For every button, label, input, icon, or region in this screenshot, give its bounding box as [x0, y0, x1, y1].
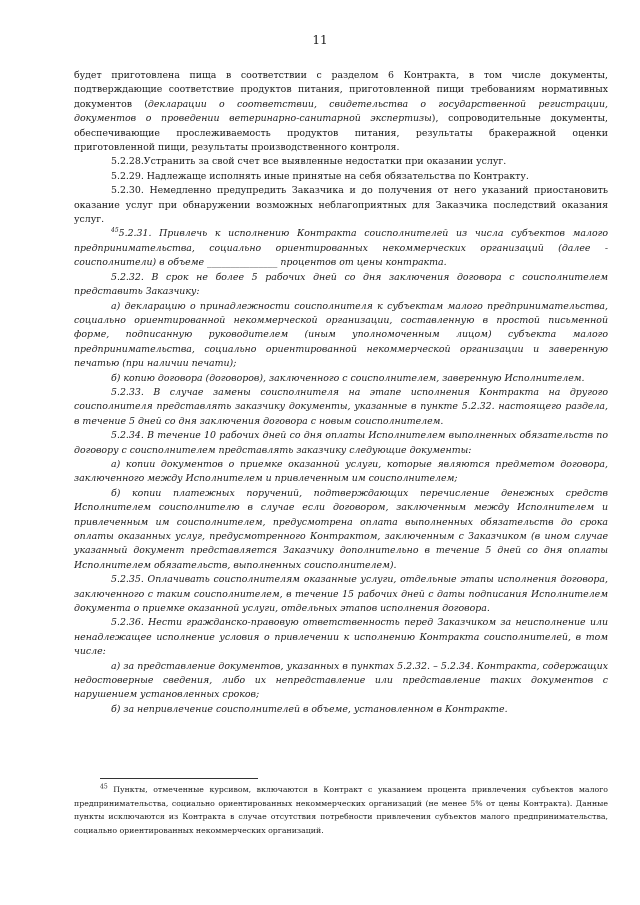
clause-5-2-36-b: б) за непривлечение соисполнителей в объеме, установленном в Контракте. [111, 703, 508, 715]
clause-5-2-33: 5.2.33. В случае замены соисполнителя на этапе исполнения Контракта на другого соисполнителя представлять заказчику документы, указанные в пункте 5.2.32. настоящего раздела, в течение 5 дней со дня заключения договора с новым соисполнителем. [74, 386, 608, 427]
clause-5-2-29: 5.2.29. Надлежаще исполнять иные принятые на себя обязательства по Контракту. [111, 170, 529, 182]
page-number: 11 [312, 33, 328, 47]
clause-5-2-32-b: б) копию договора (договоров), заключенного с соисполнителем, заверенную Исполнителем. [111, 372, 585, 384]
footnote-number: 45 [100, 783, 108, 791]
clause-5-2-30: 5.2.30. Немедленно предупредить Заказчика и до получения от него указаний приостановить оказание услуг при обнаружении возможных неблагоприятных для Заказчика последствий оказания услуг. [74, 185, 608, 226]
paragraph-food-documents: будет приготовлена пища в соответствии с разделом 6 Контракта, в том числе документы, подтверждающие соответствие продуктов питания, приготовленной пищи требованиям нормативных документов (декларации о соответствии, свидетельства о государственной регистрации, документов о проведении ветеринарно-санитарной экспертизы), сопроводительные документы, обеспечивающие прослеживаемость продуктов питания, результаты бракеражной оценки приготовленной пищи, результаты производственного контроля. [74, 70, 609, 154]
document-body [74, 69, 608, 717]
footnote-ref: 45 [111, 227, 119, 235]
clause-5-2-36-a: а) за представление документов, указанных в пунктах 5.2.32. – 5.2.34. Контракта, содержащих недостоверные сведения, либо их непредставление или представление таких документов с нарушением установленных сроков; [74, 660, 608, 701]
footnote-text: Пункты, отмеченные курсивом, включаются в Контракт с указанием процента привлечения субъектов малого предпринимательства, социально ориентированных некоммерческих организаций (не менее 5% от цены Контракта). Данные пункты исключаются из Контракта в случае отсутствия потребности привлечения субъектов малого предпринимательства, социально ориентированных некоммерческих организаций. [74, 785, 608, 835]
clause-5-2-32-a: а) декларацию о принадлежности соисполнителя к субъектам малого предпринимательства, социально ориентированной некоммерческой организации, составленную в простой письменной форме, подписанную руководителем (иным уполномоченным лицом) субъекта малого предпринимательства, социально ориентированной некоммерческой организации и заверенную печатью (при наличии печати); [74, 300, 608, 370]
clause-5-2-32: 5.2.32. В срок не более 5 рабочих дней со дня заключения договора с соисполнителем представить Заказчику: [74, 271, 608, 298]
footnote-separator [100, 778, 258, 779]
italic-insert: декларации о соответствии, свидетельства о государственной регистрации, документов о проведении ветеринарно-санитарной экспертизы [74, 98, 608, 125]
clause-5-2-31: $^{45}$5.2.31. Привлечь к исполнению Контракта соисполнителей из числа субъектов малого предпринимательства, социально ориентированных некоммерческих организаций (далее - соисполнители) в объеме _______________ процентов от цены контракта. [74, 227, 608, 269]
clause-5-2-34-a: а) копии документов о приемке оказанной услуги, которые являются предметом договора, заключенного между Исполнителем и привлеченным им соисполнителем; [74, 458, 608, 485]
footnote [74, 783, 608, 837]
clause-5-2-34-b: б) копии платежных поручений, подтверждающих перечисление денежных средств Исполнителем соисполнителю в случае если договором, заключенным между Исполнителем и привлеченным им соисполнителем, предусмотрена оплата выполненных обязательств до срока оплаты оказанных услуг, предусмотренного Контрактом, заключенным с Заказчиком (в ином случае указанный документ представляется Заказчику дополнительно в течение 5 дней со дня оплаты Исполнителем обязательств, выполненных соисполнителем). [74, 487, 608, 571]
clause-5-2-35: 5.2.35. Оплачивать соисполнителям оказанные услуги, отдельные этапы исполнения договора, заключенного с таким соисполнителем, в течение 15 рабочих дней с даты подписания Исполнителем документа о приемке оказанной услуги, отдельных этапов исполнения договора. [74, 574, 608, 615]
clause-5-2-34: 5.2.34. В течение 10 рабочих дней со дня оплаты Исполнителем выполненных обязательств по договору с соисполнителем представлять заказчику следующие документы: [74, 430, 608, 456]
clause-5-2-36: 5.2.36. Нести гражданско-правовую ответственность перед Заказчиком за неисполнение или ненадлежащее исполнение условия о привлечении к исполнению Контракта соисполнителей, в том числе: [74, 617, 608, 658]
clause-5-2-28: 5.2.28.Устранить за свой счет все выявленные недостатки при оказании услуг. [111, 156, 507, 168]
